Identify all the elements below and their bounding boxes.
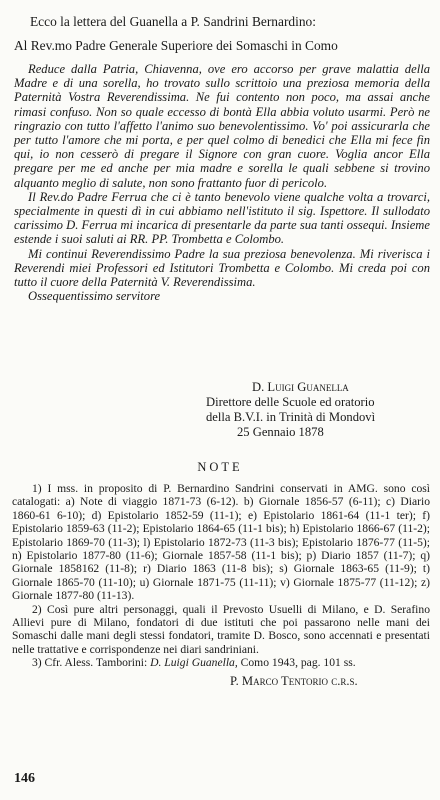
signature-place: della B.V.I. in Trinità di Mondovì xyxy=(206,410,376,424)
citation-prefix: 3) Cfr. Aless. Tamborini: xyxy=(32,656,148,670)
letter-paragraph: Reduce dalla Patria, Chiavenna, ove ero accorso per grave malattia della Madre e di una sorella, ho trovato sullo scrittoio una preziosa memoria della Paternità Vostra Reverendissima. Ne fui contento non poco, ma assai anche rimasi confuso. Non so quale eccesso di bontà Ella abbia voluto usarmi. Però ne ringrazio con tutto l'affetto l'animo suo benevolentissimo. Vo' poi assicurarla che per tutto l'amore che mi porta, e per quel colmo di benedici che Ella mi fece fin qui, io non cesserò di pregare il Signore con gran cuore. Voglia ancor Ella pregare per me ed anche per mia madre e sorella le quali sebbene si trovino alquanto meglio di salute, non sono frattanto fuor di pericolo. xyxy=(14,62,430,190)
letter-closing: Ossequentissimo servitore xyxy=(28,289,161,304)
notes-section xyxy=(12,482,430,670)
signature-date: 25 Gennaio 1878 xyxy=(237,425,324,439)
letter-address: Al Rev.mo Padre Generale Superiore dei Somaschi in Como xyxy=(14,38,338,53)
article-author: P. Marco Tentorio c.r.s. xyxy=(230,674,358,688)
note-citation xyxy=(12,656,430,669)
citation-suffix: Como 1943, pag. 101 ss. xyxy=(240,656,356,670)
notes-title: NOTE xyxy=(197,460,243,474)
intro-line: Ecco la lettera del Guanella a P. Sandrini Bernardino: xyxy=(30,14,316,29)
note-item: 1) I mss. in proposito di P. Bernardino Sandrini conservati in AMG. sono così catalogati: a) Note di viaggio 1871-73 (6-12). b) Giornale 1856-57 (6-11); c) Diario 1860-61 6-10); d) Epistolario 1852-59 (11-1); e) Epistolario 1861-64 (11-1 ter); f) Epistolario 1859-63 (11-2); Epistolario 1864-65 (11-1 bis); h) Epistolario 1866-67 (11-2); Epistolario 1869-70 (11-3); l) Epistolario 1872-73 (11-3 bis); Epistolario 1876-77 (11-5); n) Epistolario 1877-80 (11-6); Giornale 1857-58 (11-1 bis); p) Diario 1857 (11-7); q) Giornale 1858162 (11-8); r) Diario 1863 (11-8 bis); s) Giornale 1863-65 (11-9); t) Giornale 1865-70 (11-10); u) Giornale 1871-75 (11-11); v) Giornale 1875-77 (11-12); z) Giornale 1877-80 (11-13). xyxy=(12,482,430,603)
letter-paragraph: Il Rev.do Padre Ferrua che ci è tanto benevolo viene qualche volta a trovarci, specialmente in questi dì in cui abbiamo nell'istituto il sig. Ispettore. Il sullodato carissimo D. Ferrua mi incarica di presentarle da parte sua tanti ossequi. Insieme estende i suoi saluti ai RR. PP. Trombetta e Colombo. xyxy=(14,189,430,247)
citation-title: D. Luigi Guanella, xyxy=(150,656,238,670)
page-number: 146 xyxy=(14,771,35,786)
note-item: 2) Così pure altri personaggi, quali il Prevosto Usuelli di Milano, e D. Serafino Allievi pure di Milano, fondatori di due istituti che poi passarono nelle mani dei Somaschi dalle mani degli stessi fondatori, tramite D. Bosco, sono accennati e presentati nelle trattative e corrispondenze nei diari sandriniani. xyxy=(12,602,430,656)
letter-body xyxy=(14,62,430,303)
signature-role: Direttore delle Scuole ed oratorio xyxy=(206,395,375,409)
letter-paragraph: Mi continui Reverendissimo Padre la sua preziosa benevolenza. Mi riverisca i Reverendi miei Professori ed Istitutori Trombetta e Colombo. Mi creda poi con tutto il cuore della Paternità V. Reverendissima. xyxy=(14,246,430,290)
signature-name: D. Luigi Guanella xyxy=(252,380,349,394)
